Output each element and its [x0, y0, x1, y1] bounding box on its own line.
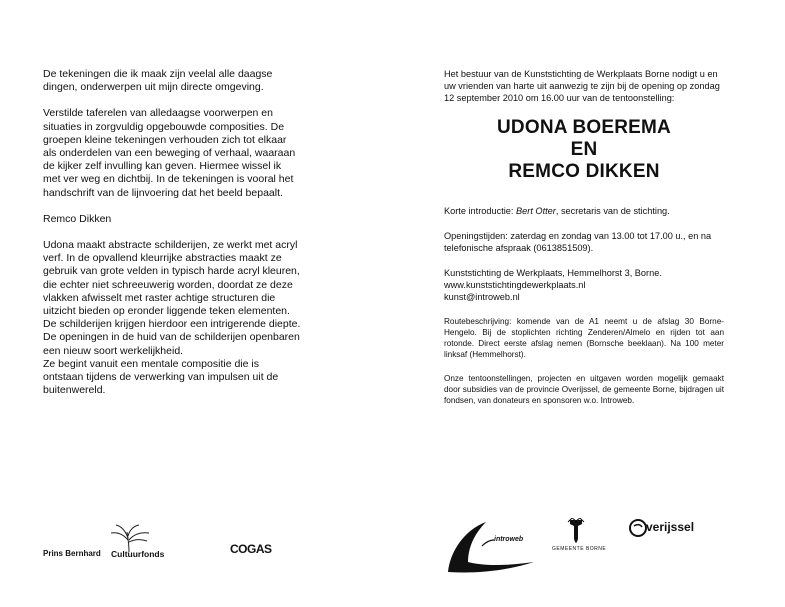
intro-name: Bert Otter	[516, 206, 556, 216]
prins-bernhard-cultuurfonds-logo	[43, 524, 203, 560]
cogas-text: COGAS	[230, 542, 272, 556]
title-line-2: EN	[570, 139, 598, 160]
overijssel-logo	[628, 516, 708, 550]
crest-icon	[556, 518, 596, 544]
introweb-logo	[446, 518, 536, 574]
website-link[interactable]: www.kunststichtingdewerkplaats.nl	[444, 280, 586, 290]
cultuurfonds-text: Cultuurfonds	[111, 549, 165, 559]
artist-statement-udona: Udona maakt abstracte schilderijen, ze werkt met acryl verf. In de opvallend kleurrijke abstracties maakt ze gebruik van grote velden in typisch harde acryl kleuren, die echter niet schreeuwerig worden, doordat ze deze vlakken afwisselt met raster achtige structuren die uitzicht bieden op eronder liggende teken elementen.	[43, 239, 300, 318]
opening-hours: Openingstijden: zaterdag en zondag van 13.00 tot 17.00 u., en na telefonische afspraak (0613851509).	[444, 231, 712, 253]
sponsors-text: Onze tentoonstellingen, projecten en uitgaven worden mogelijk gemaakt door subsidies van de provincie Overijssel, de gemeente Borne, bijdragen uit fondsen, van donateurs en sponsoren w.o. Introweb.	[444, 374, 724, 405]
prins-bernhard-text: Prins Bernhard	[43, 549, 101, 558]
artist-statement-remco: De tekeningen die ik maak zijn veelal alle daagse dingen, onderwerpen uit mijn directe omgeving.	[43, 68, 273, 94]
title-line-1: UDONA BOEREMA	[497, 117, 671, 138]
address-block	[444, 267, 724, 303]
overijssel-text: verijssel	[646, 520, 695, 534]
introweb-text: introweb	[494, 536, 524, 543]
route-description: Routebeschrijving: komende van de A1 neemt u de afslag 30 Borne-Hengelo. Bij de stoplichten richting Zenderen/Almelo en rijden tot aan rotonde. Direct eerste afslag nemen (Bornsche beeklaan). Na 100 meter linksaf (Hemmelhorst).	[444, 317, 724, 359]
exhibition-title	[444, 117, 724, 183]
address-line: Kunststichting de Werkplaats, Hemmelhorst 3, Borne.	[444, 268, 662, 278]
swoosh-icon	[446, 518, 536, 574]
cogas-logo	[230, 540, 272, 558]
invitation-text: Het bestuur van de Kunststichting de Werkplaats Borne nodigt u en uw vrienden van harte uit aanwezig te zijn bij de opening op zondag 12 september 2010 om 16.00 uur van de tentoonstelling:	[444, 69, 720, 103]
email-link[interactable]: kunst@introweb.nl	[444, 292, 520, 302]
artist-statement-udona-2: De schilderijen krijgen hierdoor een intrigerende diepte. De openingen in de huid van de schilderijen openbaren een nieuw soort werkelijkheid.	[43, 318, 301, 357]
right-column	[444, 68, 724, 419]
artist-name-heading: Remco Dikken	[43, 212, 112, 225]
intro-prefix: Korte introductie:	[444, 206, 517, 216]
gemeente-borne-logo	[552, 518, 607, 554]
left-column	[43, 68, 301, 397]
gemeente-borne-text: GEMEENTE BORNE	[552, 546, 607, 552]
artist-statement-remco-2: Verstilde taferelen van alledaagse voorwerpen en situaties in zorgvuldig opgebouwde composities. De groepen kleine tekeningen verhouden zich tot elkaar als onderdelen van een beweging of verhaal, waaraan de kijker zelf invulling kan geven. Hiermee wissel ik met ver weg en dichtbij. In de tekeningen is vooral het handschrift van de lijnvoering dat het beeld bepaalt.	[43, 107, 296, 199]
intro-suffix: , secretaris van de stichting.	[555, 206, 670, 216]
introduction-line	[444, 205, 724, 217]
overijssel-o-icon	[628, 518, 648, 538]
artist-statement-udona-3: Ze begint vanuit een mentale compositie die is ontstaan tijdens de verwerking van impulsen uit de buitenwereld.	[43, 357, 279, 397]
title-line-3: REMCO DIKKEN	[508, 161, 660, 182]
